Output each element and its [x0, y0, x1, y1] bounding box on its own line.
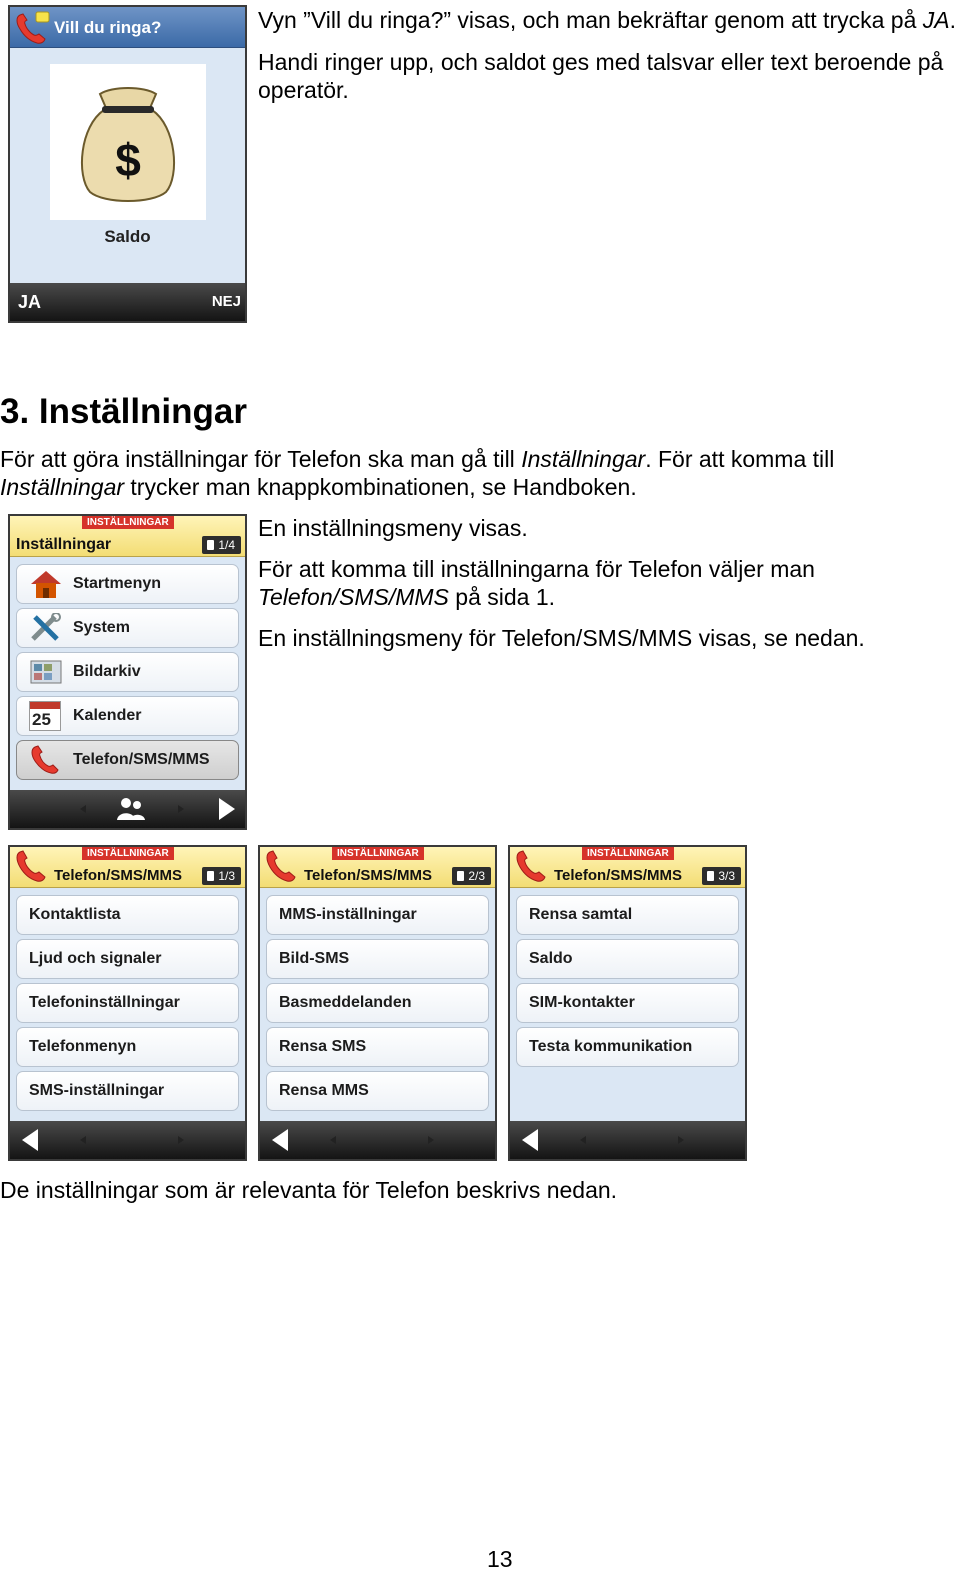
page-prev-icon[interactable]	[570, 1127, 596, 1153]
phone-settings-screen-1	[8, 845, 247, 1161]
page-number: 13	[487, 1546, 513, 1572]
dial-paragraph: Handi ringer upp, och saldot ges med talsvar eller text beroende på operatör.	[258, 49, 944, 103]
menu-item-startmenyn[interactable]	[16, 564, 239, 604]
nav-bar	[510, 1121, 745, 1159]
page-prev-icon[interactable]	[70, 796, 96, 822]
calendar-icon: 25	[29, 701, 61, 731]
call-confirm-screen	[8, 5, 247, 323]
menu-item-label: Startmenyn	[73, 575, 162, 592]
section-intro: För att göra inställningar för Telefon ska man gå till Inställningar. För att komma till Inställningar trycker man knappkombinationen, se Handboken.	[0, 446, 835, 500]
phone-icon	[14, 11, 50, 45]
phone-settings-title: Telefon/SMS/MMS	[304, 867, 433, 884]
menu-item[interactable]: Rensa SMS	[266, 1027, 489, 1067]
page-indicator: 3/3	[702, 867, 741, 885]
menu-item[interactable]: Saldo	[516, 939, 739, 979]
intro-text	[258, 6, 958, 104]
nav-bar	[10, 790, 245, 828]
back-arrow-icon[interactable]	[518, 1127, 544, 1153]
menu-item[interactable]: Rensa MMS	[266, 1071, 489, 1111]
desc-p1: En inställningsmeny visas.	[258, 515, 528, 541]
menu-item-label: Kalender	[73, 707, 142, 724]
menu-item-telefon-sms-mms[interactable]	[16, 740, 239, 780]
section-heading: 3. Inställningar	[0, 392, 247, 431]
menu-item[interactable]: Telefoninställningar	[16, 983, 239, 1023]
settings-description	[258, 514, 958, 652]
phone-settings-title: Telefon/SMS/MMS	[554, 867, 683, 884]
settings-banner: INSTÄLLNINGAR	[82, 516, 174, 529]
page-next-icon[interactable]	[168, 796, 194, 822]
footer-text: De inställningar som är relevanta för Telefon beskrivs nedan.	[0, 1177, 618, 1203]
phone-icon	[13, 849, 49, 885]
settings-banner: INSTÄLLNINGAR	[332, 847, 424, 860]
page-indicator: 1/3	[202, 867, 241, 885]
menu-item-label: Bildarkiv	[73, 663, 141, 680]
menu-item[interactable]: Bild-SMS	[266, 939, 489, 979]
page-indicator: 2/3	[452, 867, 491, 885]
page-indicator: 1/4	[202, 536, 241, 554]
money-bag-image	[50, 64, 206, 220]
menu-item[interactable]: Ljud och signaler	[16, 939, 239, 979]
page-next-icon[interactable]	[418, 1127, 444, 1153]
menu-item[interactable]: Kontaktlista	[16, 895, 239, 935]
nav-bar	[260, 1121, 495, 1159]
call-paragraph: Vyn ”Vill du ringa?” visas, och man bekräftar genom att trycka på JA.	[258, 7, 956, 33]
call-caption: Saldo	[104, 227, 151, 246]
menu-item-bildarkiv[interactable]	[16, 652, 239, 692]
menu-item[interactable]: Rensa samtal	[516, 895, 739, 935]
no-button[interactable]: NEJ	[211, 293, 241, 310]
page-next-icon[interactable]	[168, 1127, 194, 1153]
phone-settings-title-bar	[260, 847, 495, 888]
call-title-bar	[10, 7, 245, 48]
nav-bar	[10, 1121, 245, 1159]
call-title: Vill du ringa?	[54, 18, 162, 37]
settings-title: Inställningar	[16, 536, 112, 553]
phone-settings-title-bar	[510, 847, 745, 888]
phone-icon	[263, 849, 299, 885]
settings-banner: INSTÄLLNINGAR	[82, 847, 174, 860]
desc-p3: En inställningsmeny för Telefon/SMS/MMS visas, se nedan.	[258, 625, 865, 651]
softkey-bar	[10, 283, 245, 321]
house-icon	[29, 569, 63, 599]
desc-p2: För att komma till inställningarna för Telefon väljer man Telefon/SMS/MMS på sida 1.	[258, 556, 815, 610]
phone-settings-title: Telefon/SMS/MMS	[54, 867, 183, 884]
menu-item-system[interactable]	[16, 608, 239, 648]
menu-item[interactable]: Basmeddelanden	[266, 983, 489, 1023]
menu-item[interactable]: SMS-inställningar	[16, 1071, 239, 1111]
phone-settings-title-bar	[10, 847, 245, 888]
phone-icon	[29, 745, 63, 775]
phone-settings-screen-2	[258, 845, 497, 1161]
phone-icon	[513, 849, 549, 885]
menu-item[interactable]: Testa kommunikation	[516, 1027, 739, 1067]
menu-item[interactable]: MMS-inställningar	[266, 895, 489, 935]
menu-item-label: Telefon/SMS/MMS	[73, 751, 210, 768]
page-prev-icon[interactable]	[70, 1127, 96, 1153]
settings-screen	[8, 514, 247, 830]
back-arrow-icon[interactable]	[18, 1127, 44, 1153]
settings-title-bar	[10, 516, 245, 557]
back-arrow-icon[interactable]	[268, 1127, 294, 1153]
yes-button[interactable]: JA	[18, 292, 42, 312]
menu-item[interactable]: Telefonmenyn	[16, 1027, 239, 1067]
play-arrow-icon[interactable]	[215, 796, 241, 822]
settings-banner: INSTÄLLNINGAR	[582, 847, 674, 860]
menu-item-kalender[interactable]	[16, 696, 239, 736]
phone-settings-screen-3	[508, 845, 747, 1161]
contacts-icon[interactable]	[116, 796, 142, 822]
svg-text:$: $	[115, 134, 141, 186]
page-next-icon[interactable]	[668, 1127, 694, 1153]
photo-album-icon	[29, 657, 63, 687]
menu-item[interactable]: SIM-kontakter	[516, 983, 739, 1023]
menu-item-label: System	[73, 619, 130, 636]
tools-icon	[29, 613, 63, 643]
page-prev-icon[interactable]	[320, 1127, 346, 1153]
